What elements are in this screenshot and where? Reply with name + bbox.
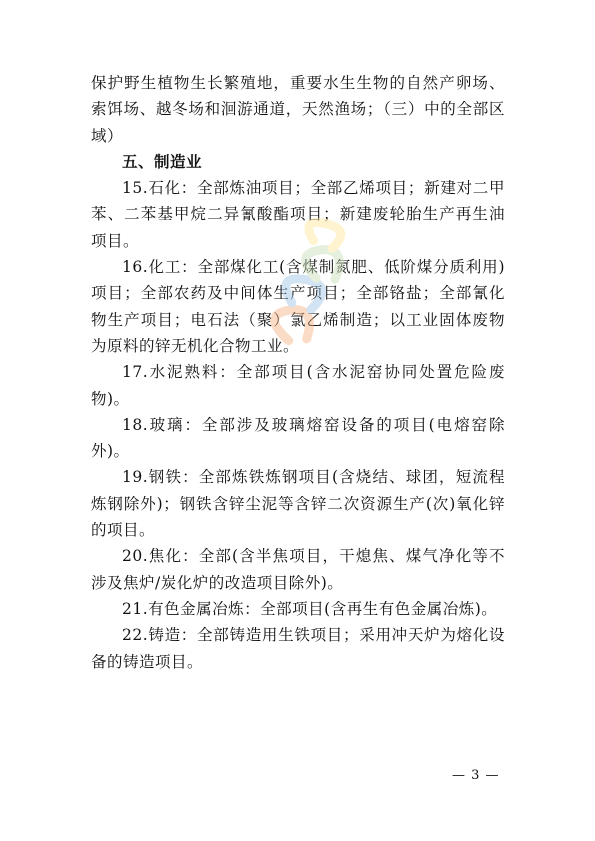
item-20: 20.焦化：全部(含半焦项目，干熄焦、煤气净化等不涉及焦炉/炭化炉的改造项目除外)。 (91, 547, 505, 592)
page-number: — 3 — (452, 768, 500, 783)
item-17: 17.水泥熟料：全部项目(含水泥窑协同处置危险废物)。 (91, 363, 505, 408)
section-heading: 五、制造业 (122, 152, 203, 171)
intro-paragraph: 保护野生植物生长繁殖地，重要水生生物的自然产卵场、索饵场、越冬场和洄游通道，天然渔场；（三）中的全部区域） (91, 74, 505, 145)
item-21: 21.有色金属冶炼：全部项目(含再生有色金属冶炼)。 (122, 599, 498, 618)
document-body (91, 70, 505, 675)
item-22: 22.铸造：全部铸造用生铁项目；采用冲天炉为熔化设备的铸造项目。 (91, 626, 505, 671)
item-15: 15.石化：全部炼油项目；全部乙烯项目；新建对二甲苯、二苯基甲烷二异氰酸酯项目；新建废轮胎生产再生油项目。 (91, 179, 505, 250)
item-18: 18.玻璃：全部涉及玻璃熔窑设备的项目(电熔窑除外)。 (91, 415, 505, 461)
item-19: 19.钢铁：全部炼铁炼钢项目(含烧结、球团，短流程炼钢除外)；钢铁含锌尘泥等含锌二次资源生产(次)氧化锌的项目。 (91, 468, 505, 540)
item-16: 16.化工：全部煤化工(含煤制氮肥、低阶煤分质利用)项目；全部农药及中间体生产项目；全部铬盐；全部氰化物生产项目；电石法（聚）氯乙烯制造；以工业固体废物为原料的锌无机化合物工业。 (91, 258, 505, 355)
